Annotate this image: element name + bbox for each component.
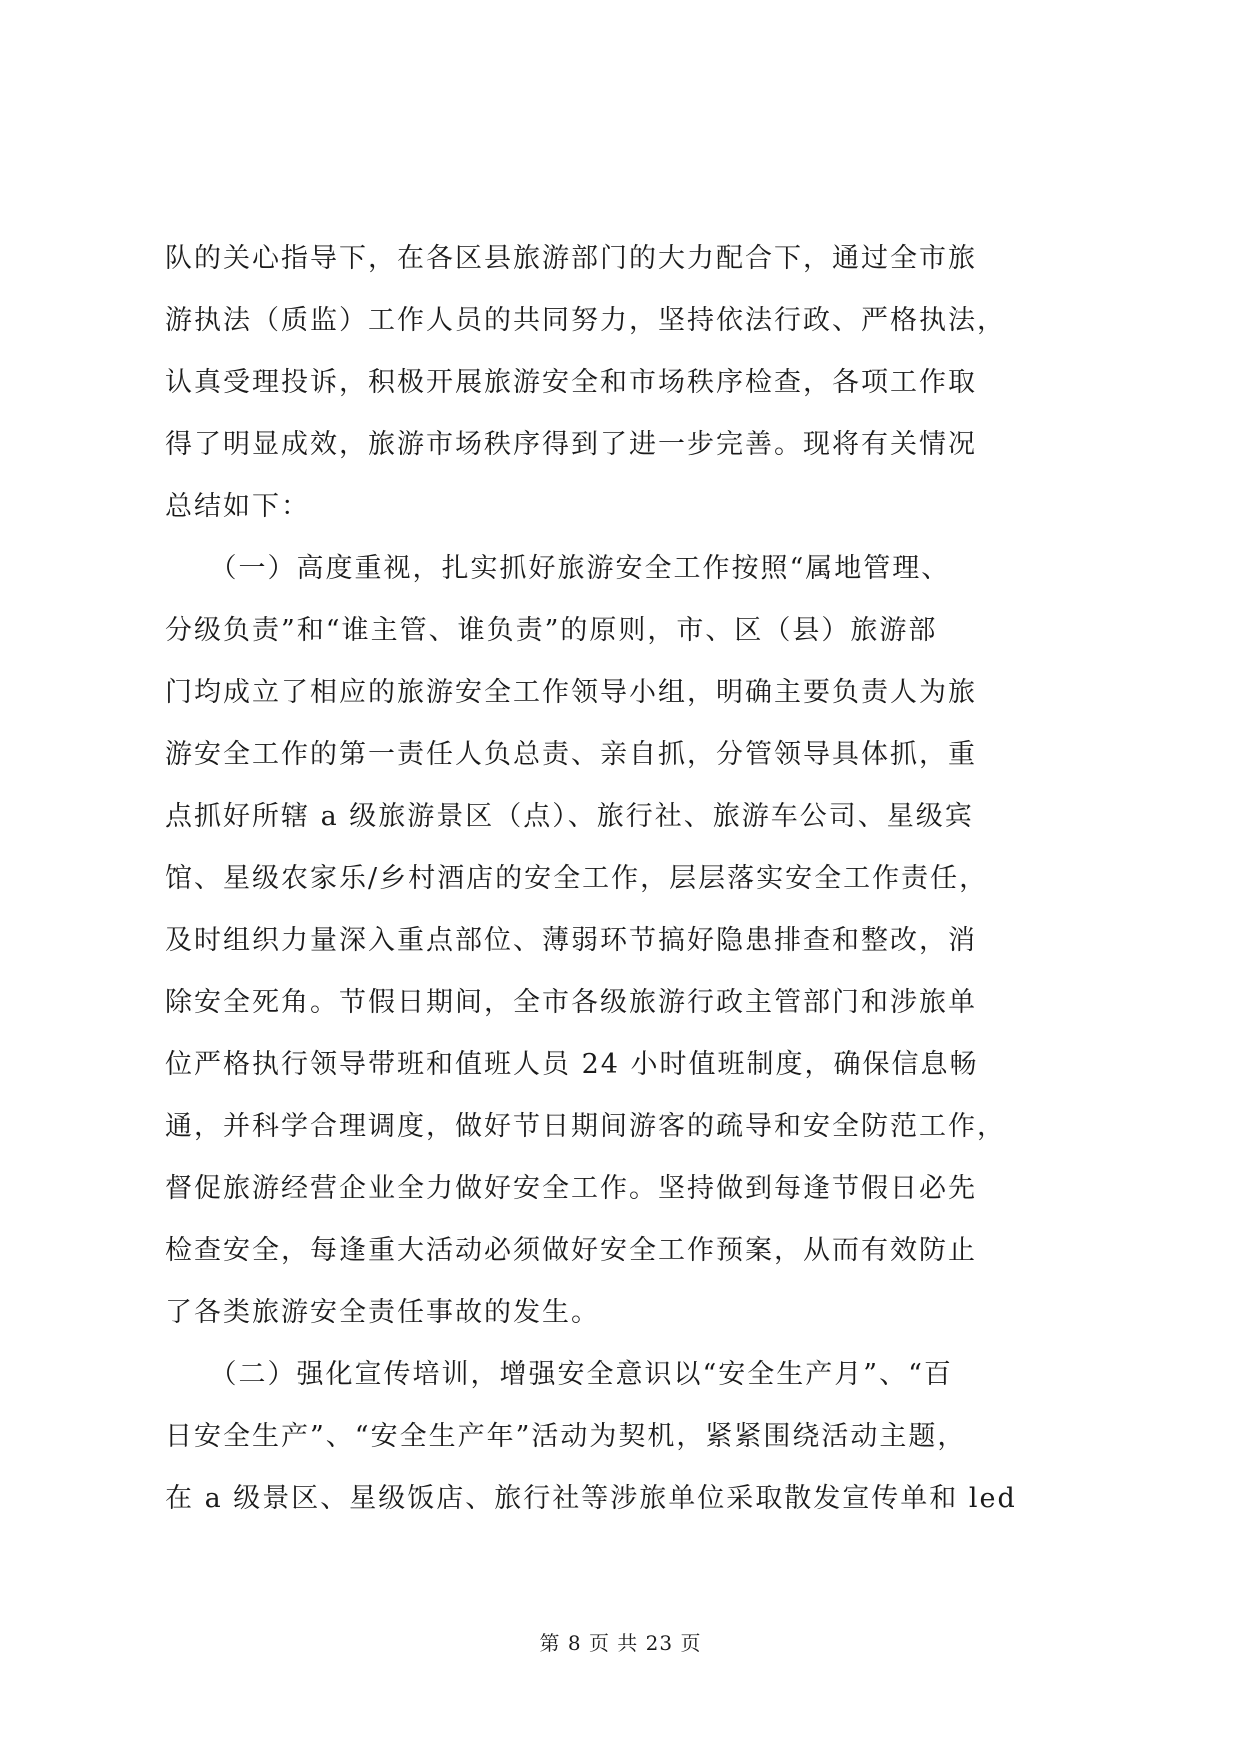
paragraph-heading-line: （一）高度重视，扎实抓好旅游安全工作按照“属地管理、	[165, 553, 951, 584]
text-line: 馆、星级农家乐/乡村酒店的安全工作，层层落实安全工作责任，	[165, 863, 989, 894]
text-line: 检查安全，每逢重大活动必须做好安全工作预案，从而有效防止	[165, 1235, 977, 1266]
text-line: 得了明显成效，旅游市场秩序得到了进一步完善。现将有关情况	[165, 429, 977, 460]
text-line: 认真受理投诉，积极开展旅游安全和市场秩序检查，各项工作取	[165, 367, 977, 398]
text-line: 在 a 级景区、星级饭店、旅行社等涉旅单位采取散发宣传单和 led	[165, 1483, 1017, 1514]
text-line: 总结如下：	[165, 491, 310, 522]
text-line: 分级负责”和“谁主管、谁负责”的原则，市、区（县）旅游部	[165, 615, 938, 646]
text-line: 通，并科学合理调度，做好节日期间游客的疏导和安全防范工作，	[165, 1111, 1006, 1142]
text-line: 门均成立了相应的旅游安全工作领导小组，明确主要负责人为旅	[165, 677, 977, 708]
text-line: 了各类旅游安全责任事故的发生。	[165, 1297, 600, 1328]
text-line: 游执法（质监）工作人员的共同努力，坚持依法行政、严格执法，	[165, 305, 1006, 336]
text-line: 位严格执行领导带班和值班人员 24 小时值班制度，确保信息畅	[165, 1049, 979, 1080]
text-line: 督促旅游经营企业全力做好安全工作。坚持做到每逢节假日必先	[165, 1173, 977, 1204]
paragraph-heading-line: （二）强化宣传培训，增强安全意识以“安全生产月”、“百	[165, 1359, 953, 1390]
body-text	[165, 228, 1083, 1530]
page-number-footer: 第 8 页 共 23 页	[539, 1631, 702, 1655]
text-line: 除安全死角。节假日期间，全市各级旅游行政主管部门和涉旅单	[165, 987, 977, 1018]
text-line: 队的关心指导下，在各区县旅游部门的大力配合下，通过全市旅	[165, 243, 977, 274]
text-line: 及时组织力量深入重点部位、薄弱环节搞好隐患排查和整改，消	[165, 925, 977, 956]
text-line: 点抓好所辖 a 级旅游景区（点）、旅行社、旅游车公司、星级宾	[165, 801, 974, 832]
text-line: 游安全工作的第一责任人负总责、亲自抓，分管领导具体抓，重	[165, 739, 977, 770]
text-line: 日安全生产”、“安全生产年”活动为契机，紧紧围绕活动主题，	[165, 1421, 967, 1452]
